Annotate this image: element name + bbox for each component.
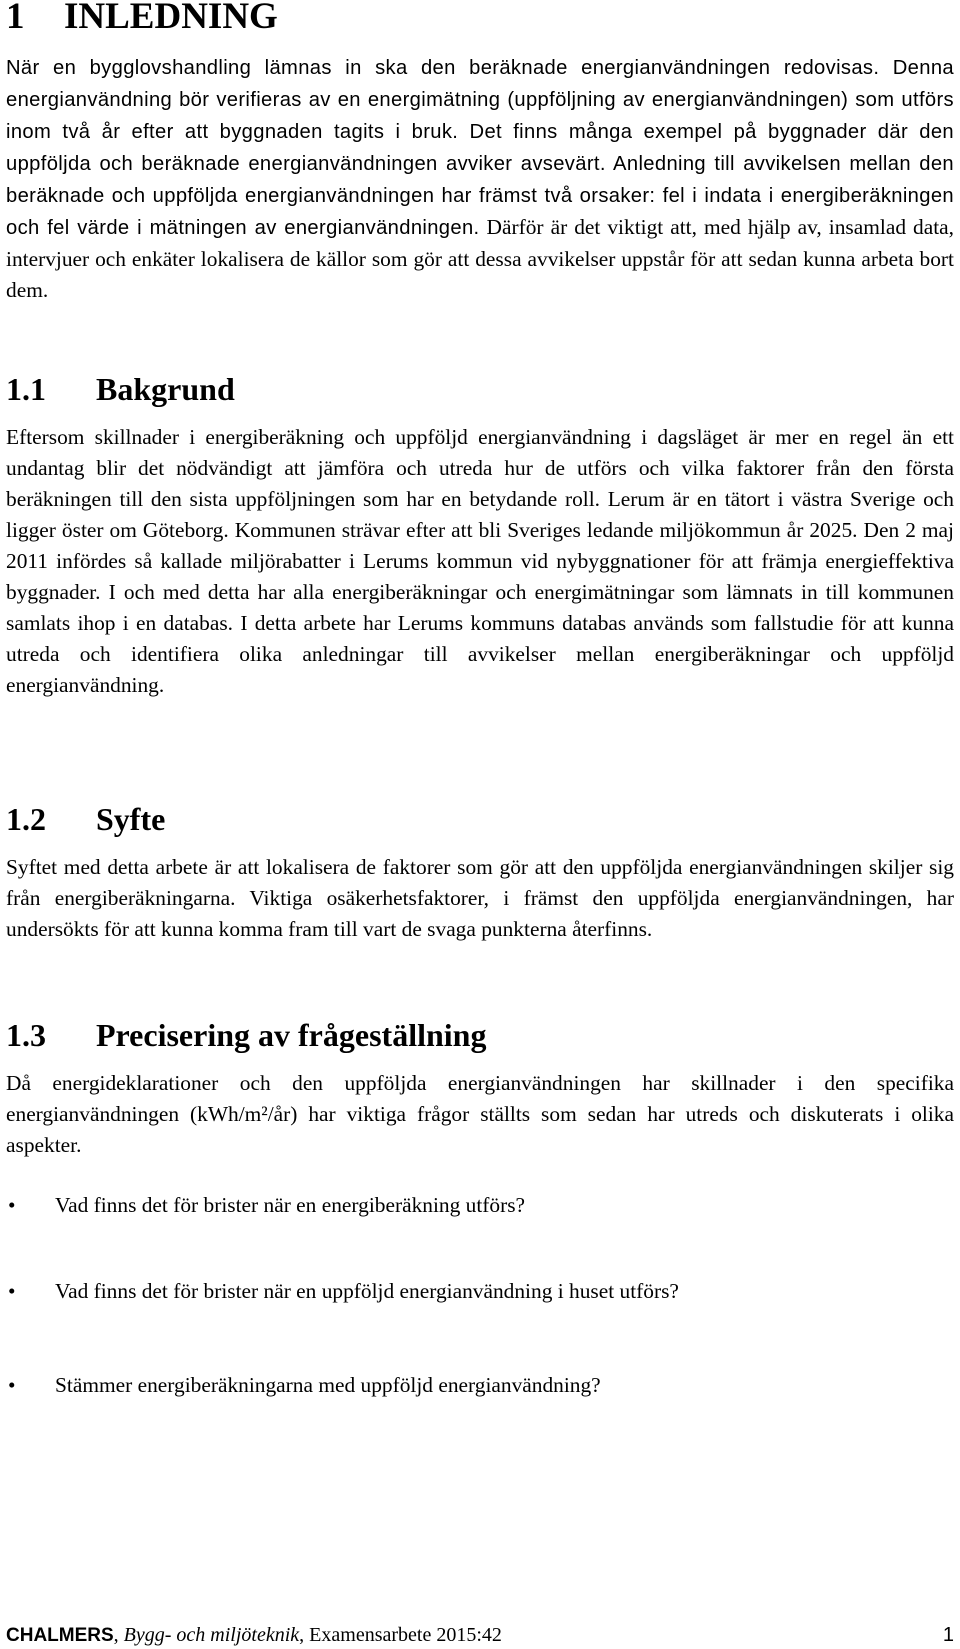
section-number: 1.3 xyxy=(6,1017,46,1053)
section-heading-bakgrund xyxy=(6,369,235,409)
footer-brand: CHALMERS xyxy=(6,1625,114,1646)
page-number: 1 xyxy=(942,1624,954,1646)
section-number: 1.2 xyxy=(6,801,46,837)
section-heading-precisering xyxy=(6,1015,486,1055)
page-footer xyxy=(6,1622,954,1648)
section-text-syfte: Syftet med detta arbete är att lokalisera de faktorer som gör att den uppföljda energianvändningen skiljer sig från energiberäkningarna. Viktiga osäkerhetsfaktorer, i främst den uppföljda energianvändningen, har undersökts för att kunna komma fram till vart de svaga punkterna återfinns. xyxy=(6,855,954,941)
footer-report: , Examensarbete 2015:42 xyxy=(299,1624,502,1646)
intro-serif-text: Därför är det viktigt att, med hjälp av, insamlad data, intervjuer och enkäter lokalisera de källor som gör att dessa avvikelser uppstår för att sedan kunna arbeta bort dem. xyxy=(6,215,955,302)
question-list-item xyxy=(6,1276,679,1306)
section-text-bakgrund: Eftersom skillnader i energiberäkning och uppföljd energianvändning i dagsläget är mer en regel än ett undantag blir det nödvändigt att jämföra och utreda hur de utförs och vilka faktorer från den första beräkningen till den sista uppföljningen som har en betydande roll. Lerum är en tätort i västra Sverige och ligger öster om Göteborg. Kommunen strävar efter att bli Sveriges ledande miljökommun år 2025. Den 2 maj 2011 infördes så kallade miljörabatter i Lerums kommun vid nybyggnationer för att främja energieffektiva byggnader. I och med detta har alla energiberäkningar och energimätningar som lämnats in till kommunen samlats ihop i en databas. I detta arbete har Lerums kommuns databas används som fallstudie för att kunna utreda och identifiera olika anledningar till avvikelser mellan energiberäkningar och uppföljd energianvändning. xyxy=(6,425,954,697)
section-title: Syfte xyxy=(96,801,166,837)
chapter-number: 1 xyxy=(6,0,25,37)
intro-paragraph xyxy=(6,52,954,306)
question-list-item xyxy=(6,1370,601,1400)
intro-sans-text: När en bygglovshandling lämnas in ska den beräknade energianvändningen redovisas. Denna energianvändning bör verifieras av en energimätning (uppföljning av energianvändningen) som utförs inom två år efter att byggnaden tagits i bruk. Det finns många exempel på byggnader där den uppföljda och beräknade energianvändningen avviker avsevärt. Anledning till avvikelsen mellan den beräknade och uppföljda energianvändningen har främst två orsaker: fel i indata i energiberäkningen och fel värde i mätningen av energianvändningen. xyxy=(6,57,954,239)
section-text-precisering: Då energideklarationer och den uppföljda energianvändningen har skillnader i den specifika energianvändningen (kWh/m²/år) har viktiga frågor ställts som sedan har utreds och diskuterats i olika aspekter. xyxy=(6,1071,954,1157)
section-title: Bakgrund xyxy=(96,371,235,407)
footer-separator: , xyxy=(113,1624,124,1646)
chapter-title: INLEDNING xyxy=(64,0,278,37)
section-heading-syfte xyxy=(6,799,165,839)
bullet-symbol: • xyxy=(8,1279,16,1303)
chapter-heading xyxy=(6,0,278,38)
bullet-symbol: • xyxy=(8,1373,16,1397)
section-number: 1.1 xyxy=(6,371,46,407)
question-list-item xyxy=(6,1190,525,1220)
question-text: Vad finns det för brister när en energiberäkning utförs? xyxy=(55,1193,526,1217)
section-title: Precisering av frågeställning xyxy=(96,1017,487,1053)
footer-department: Bygg- och miljöteknik xyxy=(123,1624,300,1646)
bullet-symbol: • xyxy=(8,1193,16,1217)
question-text: Stämmer energiberäkningarna med uppföljd energianvändning? xyxy=(55,1373,601,1397)
question-text: Vad finns det för brister när en uppföljd energianvändning i huset utförs? xyxy=(55,1279,679,1303)
